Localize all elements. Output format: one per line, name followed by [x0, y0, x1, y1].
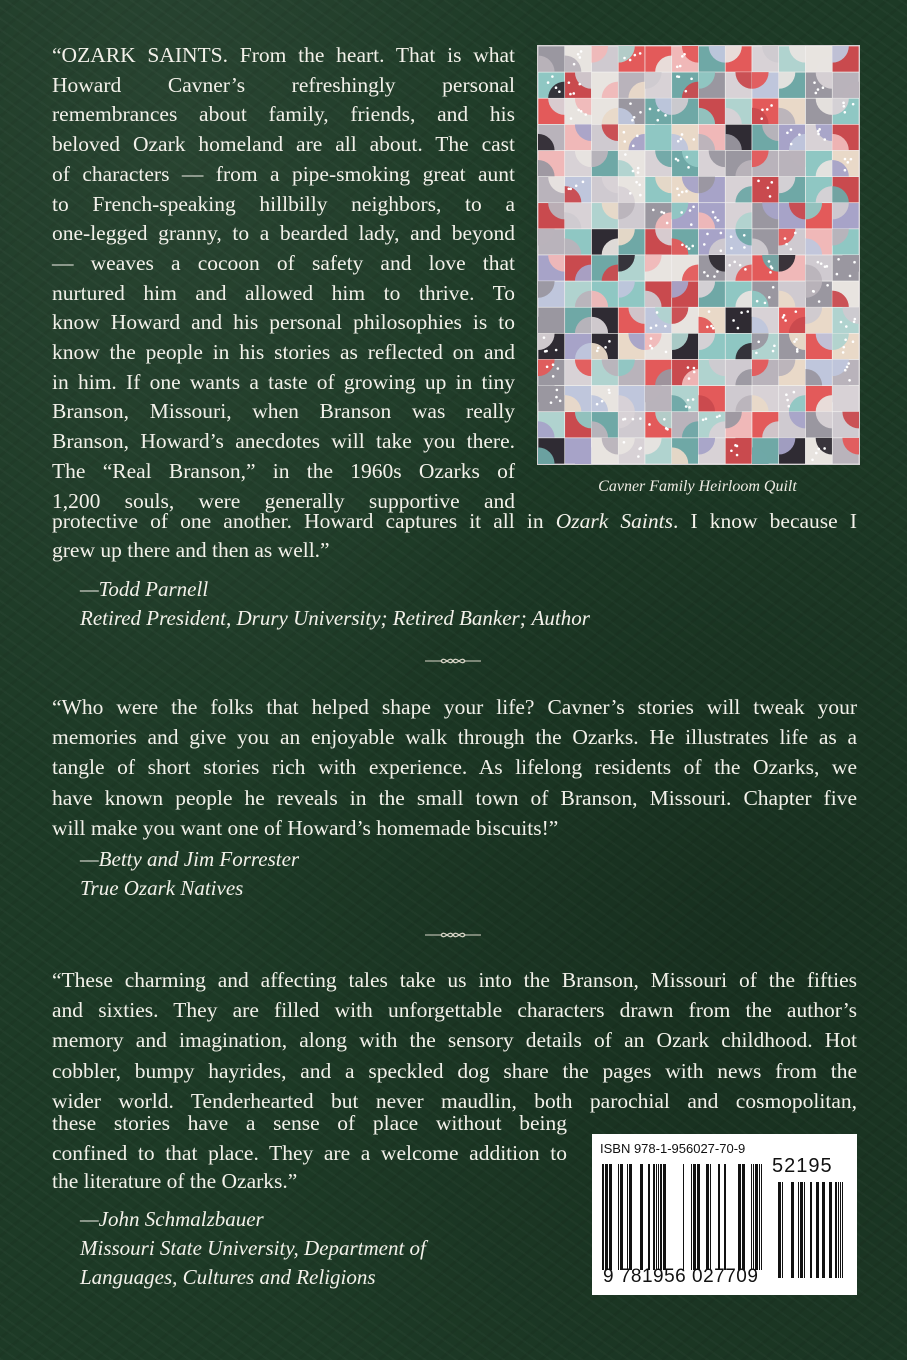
quote-3-attribution-role-1: Missouri State University, Department of	[80, 1236, 426, 1260]
text-line: to French-speaking hillbilly neighbors, to a	[52, 191, 515, 216]
text-line: Branson, Missouri, when Branson was really	[52, 399, 515, 424]
price-barcode-bars	[770, 1182, 846, 1278]
quote-3-attribution-role-2: Languages, Cultures and Religions	[80, 1265, 376, 1289]
text-line: know Howard and his personal philosophies is to	[52, 310, 515, 335]
text-line: “OZARK SAINTS. From the heart. That is what	[52, 43, 515, 67]
text-line: cobbler, bumpy hayrides, and a speckled dog share the pages with news from the	[52, 1058, 857, 1083]
text-line: — weaves a cocoon of safety and love that	[52, 250, 515, 275]
quote-2-attribution-role: True Ozark Natives	[80, 876, 244, 900]
quote-3-last-line: the literature of the Ozarks.”	[52, 1169, 298, 1193]
text-line: these stories have a sense of place without being	[52, 1111, 567, 1135]
ean-digits: 9 781956 027709	[603, 1266, 759, 1287]
text-line: one-legged granny, to a bearded lady, and beyond	[52, 221, 515, 246]
text-line: tangle of short stories rich with experience. As lifelong residents of the Ozarks, we	[52, 755, 857, 780]
text-line: have known people he reveals in the small town of Branson, Missouri. Chapter five	[52, 785, 857, 810]
text-line: confined to that place. They are a welcome addition to	[52, 1140, 567, 1165]
quote-1-wide-line-b: . I know because I	[672, 509, 857, 533]
text-line: memories and give you an enjoyable walk through the Ozarks. He illustrates life as a	[52, 725, 857, 750]
text-line: memory and imagination, along with the sensory details of an Ozark childhood. Hot	[52, 1028, 857, 1053]
quote-1-attribution-role: Retired President, Drury University; Retired Banker; Author	[80, 606, 590, 630]
quilt-caption: Cavner Family Heirloom Quilt	[598, 478, 797, 495]
book-title: Ozark Saints	[555, 509, 673, 533]
text-line: Howard Cavner’s refreshingly personal	[52, 72, 515, 97]
text-line: “These charming and affecting tales take us into the Branson, Missouri of the fifties	[52, 968, 857, 992]
text-line: know the people in his stories as reflected on and	[52, 340, 515, 364]
quote-1-attribution-name: —Todd Parnell	[80, 577, 209, 601]
text-line: in him. If one wants a taste of growing up in tiny	[52, 369, 515, 394]
text-line: and sixties. They are filled with unforgettable characters drawn from the author’s	[52, 998, 857, 1023]
quote-1-wide-line	[52, 507, 857, 537]
quote-1-wide-line-a: protective of one another. Howard captures it all in	[52, 509, 556, 533]
ean-barcode-bars	[602, 1164, 762, 1278]
quote-3-attribution-name: —John Schmalzbauer	[80, 1207, 264, 1231]
text-line: wider world. Tenderhearted but never maudlin, both parochial and cosmopolitan,	[52, 1088, 857, 1113]
text-line: “Who were the folks that helped shape your life? Cavner’s stories will tweak your	[52, 695, 857, 719]
text-line: Branson, Howard’s anecdotes will take you there.	[52, 429, 515, 454]
text-line: nurtured him and allowed him to thrive. To	[52, 280, 515, 305]
text-line: remembrances about family, friends, and his	[52, 102, 515, 127]
quote-2-last-line: will make you want one of Howard’s homemade biscuits!”	[52, 816, 559, 840]
isbn-label: ISBN 978-1-956027-70-9	[600, 1141, 746, 1156]
divider-ornament-icon	[423, 929, 483, 941]
text-line: beloved Ozark homeland are all about. The cast	[52, 132, 515, 157]
price-code: 52195	[772, 1155, 833, 1177]
text-line: The “Real Branson,” in the 1960s Ozarks of	[52, 458, 515, 483]
divider-ornament-icon	[423, 655, 483, 667]
text-line: 1,200 souls, were generally supportive and	[52, 488, 515, 513]
quote-1-last-line: grew up there and then as well.”	[52, 538, 330, 562]
quilt-photo	[537, 45, 860, 465]
quote-2-attribution-name: —Betty and Jim Forrester	[80, 847, 300, 871]
text-line: of characters — from a pipe-smoking great aunt	[52, 161, 515, 186]
